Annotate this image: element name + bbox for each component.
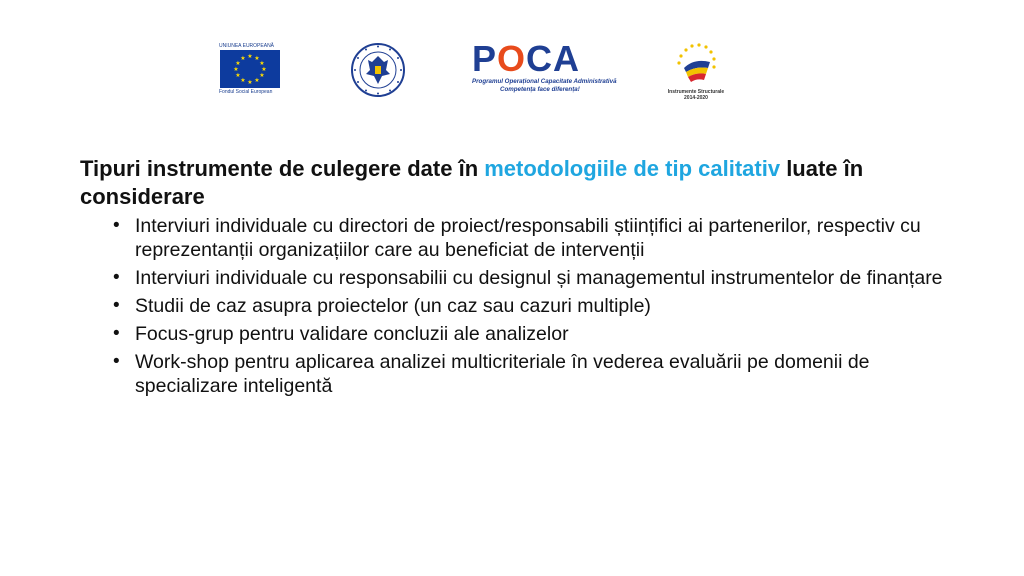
svg-text:★: ★ bbox=[247, 53, 253, 60]
list-item bbox=[113, 214, 950, 262]
instrumente-structurale-line2: 2014-2020 bbox=[684, 95, 708, 101]
bullet-icon: • bbox=[113, 351, 120, 372]
svg-text:★: ★ bbox=[235, 60, 241, 67]
instrumente-structurale-logo bbox=[664, 40, 728, 102]
eu-flag-icon bbox=[220, 50, 280, 88]
eu-logo-top-text: UNIUNEA EUROPEANĂ bbox=[219, 43, 275, 49]
heading-highlight: metodologiile de tip calitativ bbox=[484, 156, 781, 181]
svg-text:★: ★ bbox=[261, 66, 267, 73]
svg-text:★: ★ bbox=[247, 79, 253, 86]
svg-text:★: ★ bbox=[259, 72, 265, 79]
list-item-text: Interviuri individuale cu directori de proiect/responsabili științifici ai partenerilor, respectiv cu reprezentanții organizațiilor care au beneficiat de intervenții bbox=[135, 215, 921, 261]
poca-wordmark: POCA bbox=[472, 38, 581, 79]
list-item-text: Focus-grup pentru validare concluzii ale analizelor bbox=[135, 323, 569, 345]
bullet-list bbox=[80, 214, 950, 398]
list-item-text: Studii de caz asupra proiectelor (un caz sau cazuri multiple) bbox=[135, 295, 651, 317]
poca-tagline: Competența face diferența! bbox=[500, 86, 580, 93]
list-item bbox=[113, 322, 950, 346]
heading-text-part1: Tipuri instrumente de culegere date în bbox=[80, 156, 485, 181]
svg-text:★: ★ bbox=[233, 66, 239, 73]
instrumente-structurale-line1: Instrumente Structurale bbox=[667, 89, 725, 95]
logo-strip bbox=[0, 0, 1024, 110]
list-item bbox=[113, 350, 950, 398]
svg-text:★: ★ bbox=[254, 55, 260, 62]
svg-text:★: ★ bbox=[259, 60, 265, 67]
heading-text-part2: luate în considerare bbox=[80, 156, 864, 209]
bullet-icon: • bbox=[113, 215, 120, 236]
government-seal-logo bbox=[350, 42, 406, 98]
svg-text:★: ★ bbox=[240, 55, 246, 62]
slide-heading bbox=[80, 155, 950, 211]
instrumente-structurale-icon bbox=[664, 40, 728, 84]
eu-logo-bottom-text: Fondul Social European bbox=[219, 89, 273, 95]
svg-text:★: ★ bbox=[254, 77, 260, 84]
svg-text:★: ★ bbox=[235, 72, 241, 79]
poca-logo bbox=[472, 38, 617, 102]
slide-content bbox=[80, 155, 950, 402]
list-item-text: Interviuri individuale cu responsabilii cu designul și managementul instrumentelor de finanțare bbox=[135, 267, 943, 289]
bullet-icon: • bbox=[113, 323, 120, 344]
eu-logo bbox=[219, 43, 285, 98]
list-item bbox=[113, 266, 950, 290]
list-item bbox=[113, 294, 950, 318]
poca-subtitle: Programul Operațional Capacitate Administrativă bbox=[472, 78, 617, 85]
bullet-icon: • bbox=[113, 267, 120, 288]
bullet-icon: • bbox=[113, 295, 120, 316]
list-item-text: Work-shop pentru aplicarea analizei multicriteriale în vederea evaluării pe domenii de specializare inteligentă bbox=[135, 351, 870, 397]
svg-text:★: ★ bbox=[240, 77, 246, 84]
